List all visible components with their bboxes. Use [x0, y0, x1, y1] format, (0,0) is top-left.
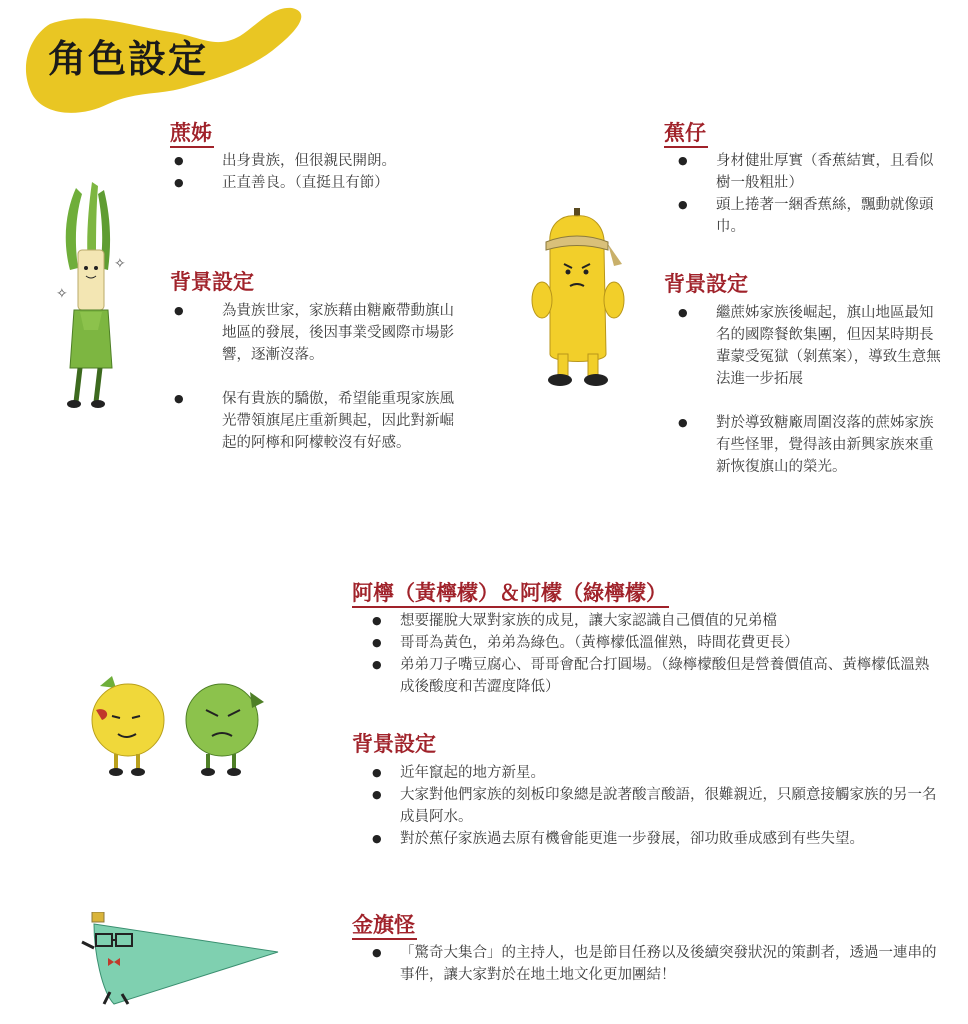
list-item: ● 保有貴族的驕傲，希望能重現家族風光帶領旗尾庄重新興起，因此對新崛起的阿檸和阿檬較沒有好感。 [170, 388, 460, 454]
list-item: ● 想要擺脫大眾對家族的成見，讓大家認識自己價值的兄弟檔 [352, 610, 942, 632]
list-item: ● 繼蔗姊家族後崛起，旗山地區最知名的國際餐飲集團，但因某時期長輩蒙受冤獄（剝蕉案），導致生意無法進一步拓展 [664, 302, 944, 390]
lemon-brothers-illustration [82, 672, 272, 780]
character-name: 阿檸（黃檸檬）＆阿檬（綠檸檬） [352, 580, 669, 608]
list-item: ● 身材健壯厚實（香蕉結實，且看似樹一般粗壯） [664, 150, 944, 194]
section-flag-monster [352, 912, 417, 940]
banana-guy-background [664, 302, 944, 500]
list-item: ● 「驚奇大集合」的主持人，也是節目任務以及後續突發狀況的策劃者，透過一連串的事件，讓大家對於在地土地文化更加團結！ [352, 942, 942, 986]
character-name: 金旗怪 [352, 912, 417, 940]
list-item: ● 對於蕉仔家族過去原有機會能更進一步發展，卻功敗垂成感到有些失望。 [352, 828, 942, 850]
section-lemon-brothers [352, 580, 669, 608]
flag-monster-traits [352, 942, 942, 986]
lemon-brothers-traits [352, 610, 942, 698]
sugarcane-sister-background [170, 300, 460, 476]
section-sugarcane-sister [170, 120, 214, 148]
sugarcane-sister-illustration [52, 180, 132, 412]
list-item: ● 哥哥為黃色，弟弟為綠色。（黃檸檬低溫催熟，時間花費更長） [352, 632, 942, 654]
list-item: ● 頭上捲著一綑香蕉絲，飄動就像頭巾。 [664, 194, 944, 238]
svg-text:✧: ✧ [114, 256, 126, 272]
banana-guy-illustration [530, 204, 630, 390]
list-item: ● 出身貴族，但很親民開朗。 [170, 150, 460, 172]
list-item: ● 近年竄起的地方新星。 [352, 762, 942, 784]
background-heading: 背景設定 [664, 272, 748, 296]
list-item: ● 為貴族世家，家族藉由糖廠帶動旗山地區的發展，後因事業受國際市場影響，逐漸沒落。 [170, 300, 460, 366]
sugarcane-sister-traits [170, 150, 460, 194]
list-item: ● 正直善良。（直挺且有節） [170, 172, 460, 194]
character-name: 蔗姊 [170, 120, 214, 148]
svg-text:✧: ✧ [56, 286, 68, 302]
lemon-brothers-background [352, 762, 942, 850]
character-name: 蕉仔 [664, 120, 708, 148]
section-banana-guy [664, 120, 708, 148]
list-item: ● 大家對他們家族的刻板印象總是說著酸言酸語，很難親近，只願意接觸家族的另一名成員阿水。 [352, 784, 942, 828]
background-heading: 背景設定 [170, 270, 254, 294]
list-item: ● 弟弟刀子嘴豆腐心、哥哥會配合打圓場。（綠檸檬酸但是營養價值高、黃檸檬低溫熟成後酸度和苦澀度降低） [352, 654, 942, 698]
flag-monster-illustration [74, 912, 282, 1006]
background-heading: 背景設定 [352, 732, 436, 756]
page-title: 角色設定 [48, 37, 209, 81]
banana-guy-traits [664, 150, 944, 238]
list-item: ● 對於導致糖廠周圍沒落的蔗姊家族有些怪罪，覺得該由新興家族來重新恢復旗山的榮光。 [664, 412, 944, 478]
